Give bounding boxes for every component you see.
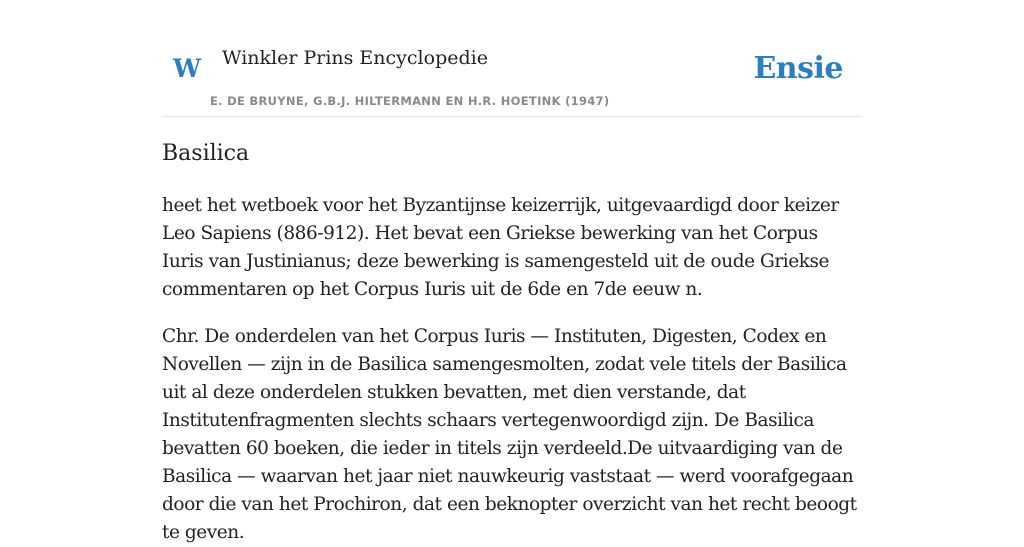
ensie-brand-logo[interactable]: Ensie xyxy=(753,51,843,86)
article-title: Basilica xyxy=(162,141,250,166)
article-paragraph: Chr. De onderdelen van het Corpus Iuris — Instituten, Digesten, Codex en Novellen — zijn in de Basilica samengesmolten, zodat vele titels der Basilica uit al deze onderdelen stukken bevatten, met dien verstande, dat Institutenfragmenten slechts schaars vertegenwoordigd zijn. De Basilica bevatten 60 boeken, die ieder in titels zijn verdeeld.De uitvaardiging van de Basilica — waarvan het jaar niet nauwkeurig vaststaat — werd voorafgegaan door die van het Prochiron, dat een beknopter overzicht van het recht beoogt te geven. xyxy=(162,326,857,543)
site-header xyxy=(162,0,862,117)
encyclopedia-title[interactable]: Winkler Prins Encyclopedie xyxy=(222,47,488,69)
article-paragraph: heet het wetboek voor het Byzantijnse keizerrijk, uitgevaardigd door keizer Leo Sapiens (886-912). Het bevat een Griekse bewerking van het Corpus Iuris van Justinianus; deze bewerking is samengesteld uit de oude Griekse commentaren op het Corpus Iuris uit de 6de en 7de eeuw n. xyxy=(162,195,839,300)
winkler-prins-logo[interactable]: W xyxy=(173,54,202,83)
encyclopedia-authors: E. DE BRUYNE, G.B.J. HILTERMANN EN H.R. HOETINK (1947) xyxy=(210,94,610,108)
article xyxy=(162,136,862,547)
